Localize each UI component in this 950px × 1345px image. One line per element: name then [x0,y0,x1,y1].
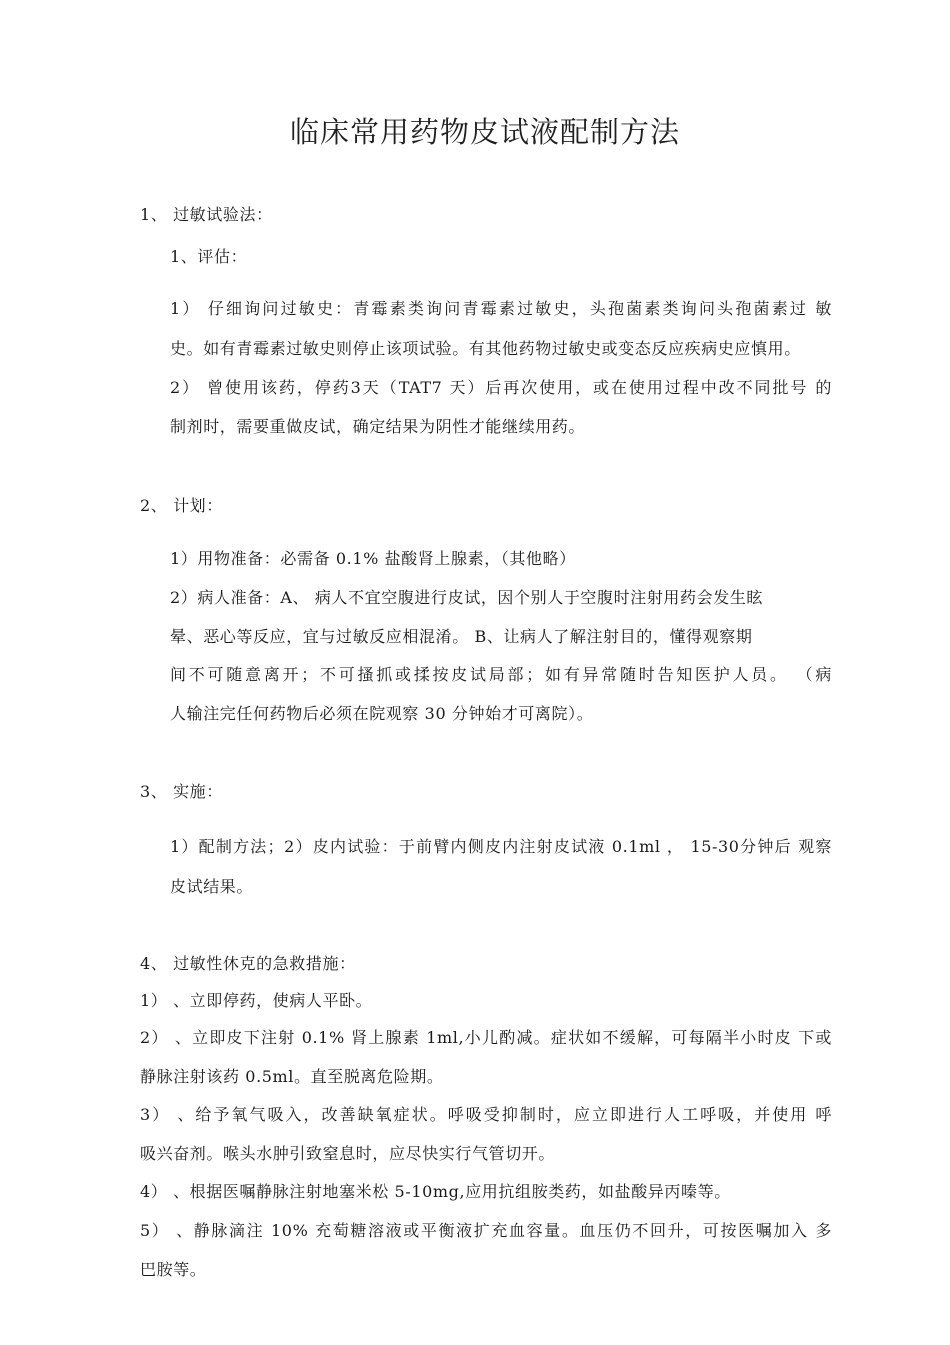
document-title: 临床常用药物皮试液配制方法 [289,115,680,149]
section-1-paragraph-1-line-2: 史。如有青霉素过敏史则停止该项试验。有其他药物过敏史或变态反应疾病史应慎用。 [170,339,801,358]
section-4-item-2-line-2: 静脉注射该药 0.5ml。直至脱离危险期。 [140,1067,444,1086]
section-2-heading: 2、 计划： [140,496,223,515]
section-4-item-1: 1） 、立即停药，使病人平卧。 [140,991,373,1010]
section-1-paragraph-2-line-2: 制剂时，需要重做皮试，确定结果为阴性才能继续用药。 [170,417,586,436]
section-3-heading: 3、 实施： [140,782,223,801]
section-4-heading: 4、 过敏性休克的急救措施： [140,954,356,973]
section-1-heading: 1、 过敏试验法： [140,205,273,224]
section-4-item-4: 4） 、根据医嘱静脉注射地塞米松 5-10mg,应用抗组胺类药，如盐酸异丙嗪等。 [140,1182,731,1201]
section-3-paragraph-line-2: 皮试结果。 [170,877,254,896]
section-1-subheading: 1、评估： [170,247,248,266]
section-2-paragraph-2-line-3: 间不可随意离开；不可搔抓或揉按皮试局部；如有异常随时告知医护人员。 （病 [170,665,832,684]
section-4-item-5-line-1: 5） 、静脉滴注 10% 充萄糖溶液或平衡液扩充血容量。血压仍不回升，可按医嘱加入 多 [140,1221,832,1240]
section-4-item-2-line-1: 2） 、立即皮下注射 0.1% 肾上腺素 1ml,小儿酌减。症状如不缓解，可每隔半小时皮 下或 [140,1028,832,1047]
section-2-paragraph-2-line-2: 晕、恶心等反应，宜与过敏反应相混淆。 B、让病人了解注射目的，懂得观察期 [170,627,753,646]
section-4-item-3-line-1: 3） 、给予氧气吸入，改善缺氧症状。呼吸受抑制时，应立即进行人工呼吸，并使用 呼 [140,1105,832,1124]
section-3-paragraph-line-1: 1）配制方法；2）皮内试验：于前臂内侧皮内注射皮试液 0.1ml ， 15-30分钟后 观察 [170,837,832,856]
section-4-item-5-line-2: 巴胺等。 [140,1260,207,1279]
section-2-paragraph-2-line-1: 2）病人准备：A、 病人不宜空腹进行皮试，因个别人于空腹时注射用药会发生眩 [170,588,764,607]
section-1-paragraph-1-line-1: 1） 仔细询问过敏史：青霉素类询问青霉素过敏史，头孢菌素类询问头孢菌素过 敏 [170,299,832,318]
section-2-paragraph-2-line-4: 人输注完任何药物后必须在院观察 30 分钟始才可离院）。 [170,704,594,723]
section-4-item-3-line-2: 吸兴奋剂。喉头水肿引致窒息时，应尽快实行气管切开。 [140,1144,556,1163]
section-2-paragraph-1: 1）用物准备：必需备 0.1% 盐酸肾上腺素，（其他略） [170,549,576,568]
section-1-paragraph-2-line-1: 2） 曾使用该药，停药3天（TAT7 天）后再次使用，或在使用过程中改不同批号 的 [170,378,832,397]
